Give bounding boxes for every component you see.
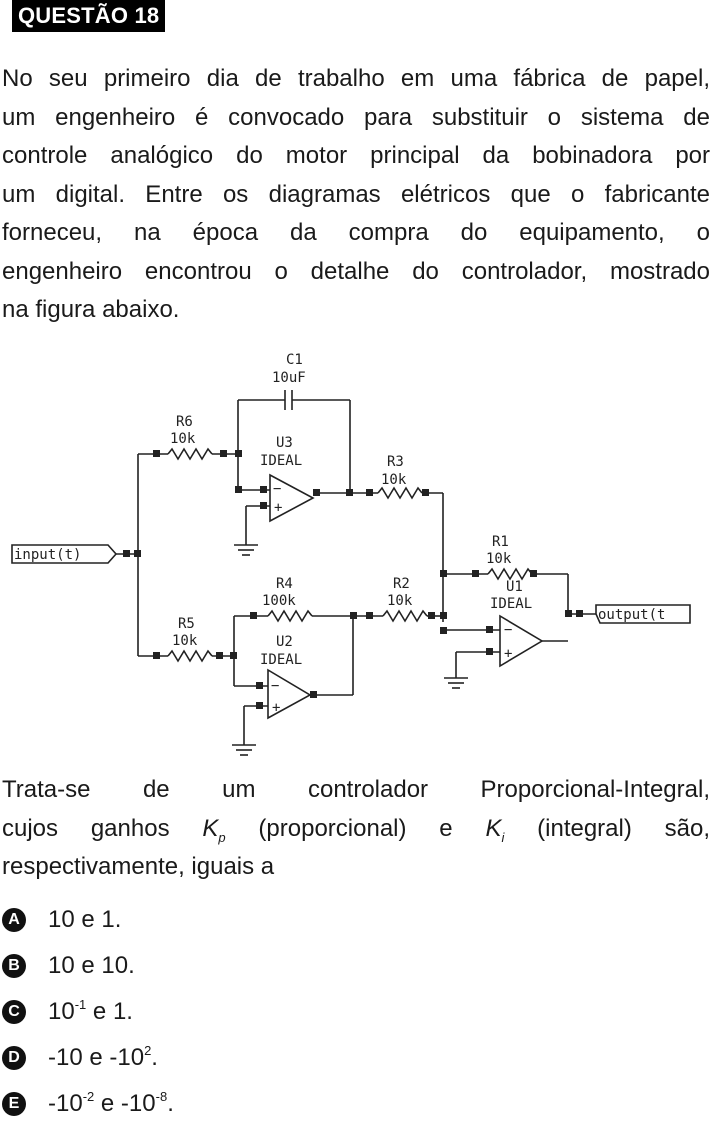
- resistor-r3: [378, 488, 422, 498]
- option-letter: E: [2, 1092, 26, 1116]
- option-c[interactable]: [2, 992, 133, 1032]
- circuit-wires: [12, 390, 690, 755]
- resistor-r1: [488, 569, 532, 579]
- question-text: (integral) são,: [504, 814, 711, 842]
- option-exponent: -8: [155, 1089, 168, 1104]
- option-rest: e 1.: [86, 998, 133, 1025]
- question-line: Trata-se de um controlador Proporcional-Integral,: [2, 776, 710, 803]
- ki-subscript: i: [501, 829, 505, 845]
- kp-symbol: [202, 814, 226, 845]
- r1-name: R1: [492, 534, 509, 550]
- question-title: QUESTÃO 18: [12, 0, 165, 32]
- ki-letter: K: [485, 814, 502, 842]
- option-mid: e -10: [94, 1090, 156, 1117]
- u3-name: U3: [276, 435, 293, 451]
- r6-name: R6: [176, 414, 193, 430]
- option-e[interactable]: [2, 1084, 174, 1124]
- c1-value: 10uF: [272, 370, 306, 386]
- option-exponent: -2: [82, 1089, 95, 1104]
- option-pre: -10 e -10: [48, 1044, 145, 1071]
- option-pre: -10: [48, 1090, 83, 1117]
- u3-plus: +: [274, 500, 283, 516]
- kp-subscript: p: [218, 829, 226, 845]
- question-line: respectivamente, iguais a: [2, 853, 275, 880]
- r6-value: 10k: [170, 431, 196, 447]
- option-text: [48, 1044, 158, 1072]
- u2-minus: −: [271, 678, 280, 694]
- intro-line: No seu primeiro dia de trabalho em uma fábrica de papel,: [2, 65, 710, 92]
- option-text: [48, 998, 133, 1026]
- r5-value: 10k: [172, 633, 198, 649]
- option-letter: C: [2, 1000, 26, 1024]
- r4-value: 100k: [262, 593, 296, 609]
- intro-line: engenheiro encontrou o detalhe do controlador, mostrado: [2, 257, 710, 285]
- intro-line: um digital. Entre os diagramas elétricos que o fabricante: [2, 180, 710, 208]
- r3-name: R3: [387, 454, 404, 470]
- u1-minus: −: [504, 622, 513, 638]
- u2-name: U2: [276, 634, 293, 650]
- r3-value: 10k: [381, 472, 407, 488]
- option-text: 10 e 10.: [48, 952, 135, 979]
- kp-letter: K: [202, 814, 219, 842]
- option-a[interactable]: [2, 900, 121, 940]
- question-text: (proporcional) e: [225, 814, 486, 842]
- r5-name: R5: [178, 616, 195, 632]
- question-paragraph: [2, 771, 710, 887]
- input-label: input(t): [14, 547, 82, 563]
- intro-paragraph: [2, 60, 710, 330]
- u3-minus: −: [273, 481, 282, 497]
- resistor-r6: [168, 449, 212, 459]
- option-post: .: [151, 1044, 158, 1071]
- option-text: [48, 1090, 174, 1118]
- intro-line: controle analógico do motor principal da bobinadora por: [2, 142, 710, 169]
- resistor-r4: [268, 611, 312, 621]
- intro-line: forneceu, na época da compra do equipamento, o: [2, 219, 710, 246]
- c1-name: C1: [286, 352, 303, 368]
- option-text: 10 e 1.: [48, 906, 122, 933]
- resistor-r5: [168, 651, 212, 661]
- circuit-diagram: [0, 340, 713, 760]
- r4-name: R4: [276, 576, 293, 592]
- option-d[interactable]: [2, 1038, 158, 1078]
- u2-plus: +: [272, 700, 281, 716]
- u3-type: IDEAL: [260, 453, 303, 469]
- u1-plus: +: [504, 646, 513, 662]
- r1-value: 10k: [486, 551, 512, 567]
- output-label: output(t: [598, 607, 666, 623]
- question-text: cujos ganhos: [2, 814, 203, 842]
- resistor-r2: [383, 611, 427, 621]
- option-post: .: [167, 1090, 174, 1117]
- option-letter: D: [2, 1046, 26, 1070]
- u2-type: IDEAL: [260, 652, 303, 668]
- u1-type: IDEAL: [490, 596, 533, 612]
- option-base: 10: [48, 998, 75, 1025]
- option-letter: A: [2, 908, 26, 932]
- question-line: [2, 810, 710, 849]
- intro-line: um engenheiro é convocado para substituir o sistema de: [2, 103, 710, 131]
- intro-line: na figura abaixo.: [2, 296, 180, 323]
- option-b[interactable]: [2, 946, 135, 986]
- r2-value: 10k: [387, 593, 413, 609]
- u1-name: U1: [506, 579, 523, 595]
- option-letter: B: [2, 954, 26, 978]
- r2-name: R2: [393, 576, 410, 592]
- option-exponent: -1: [74, 997, 87, 1012]
- ki-symbol: [485, 814, 505, 845]
- option-exponent: 2: [144, 1043, 152, 1058]
